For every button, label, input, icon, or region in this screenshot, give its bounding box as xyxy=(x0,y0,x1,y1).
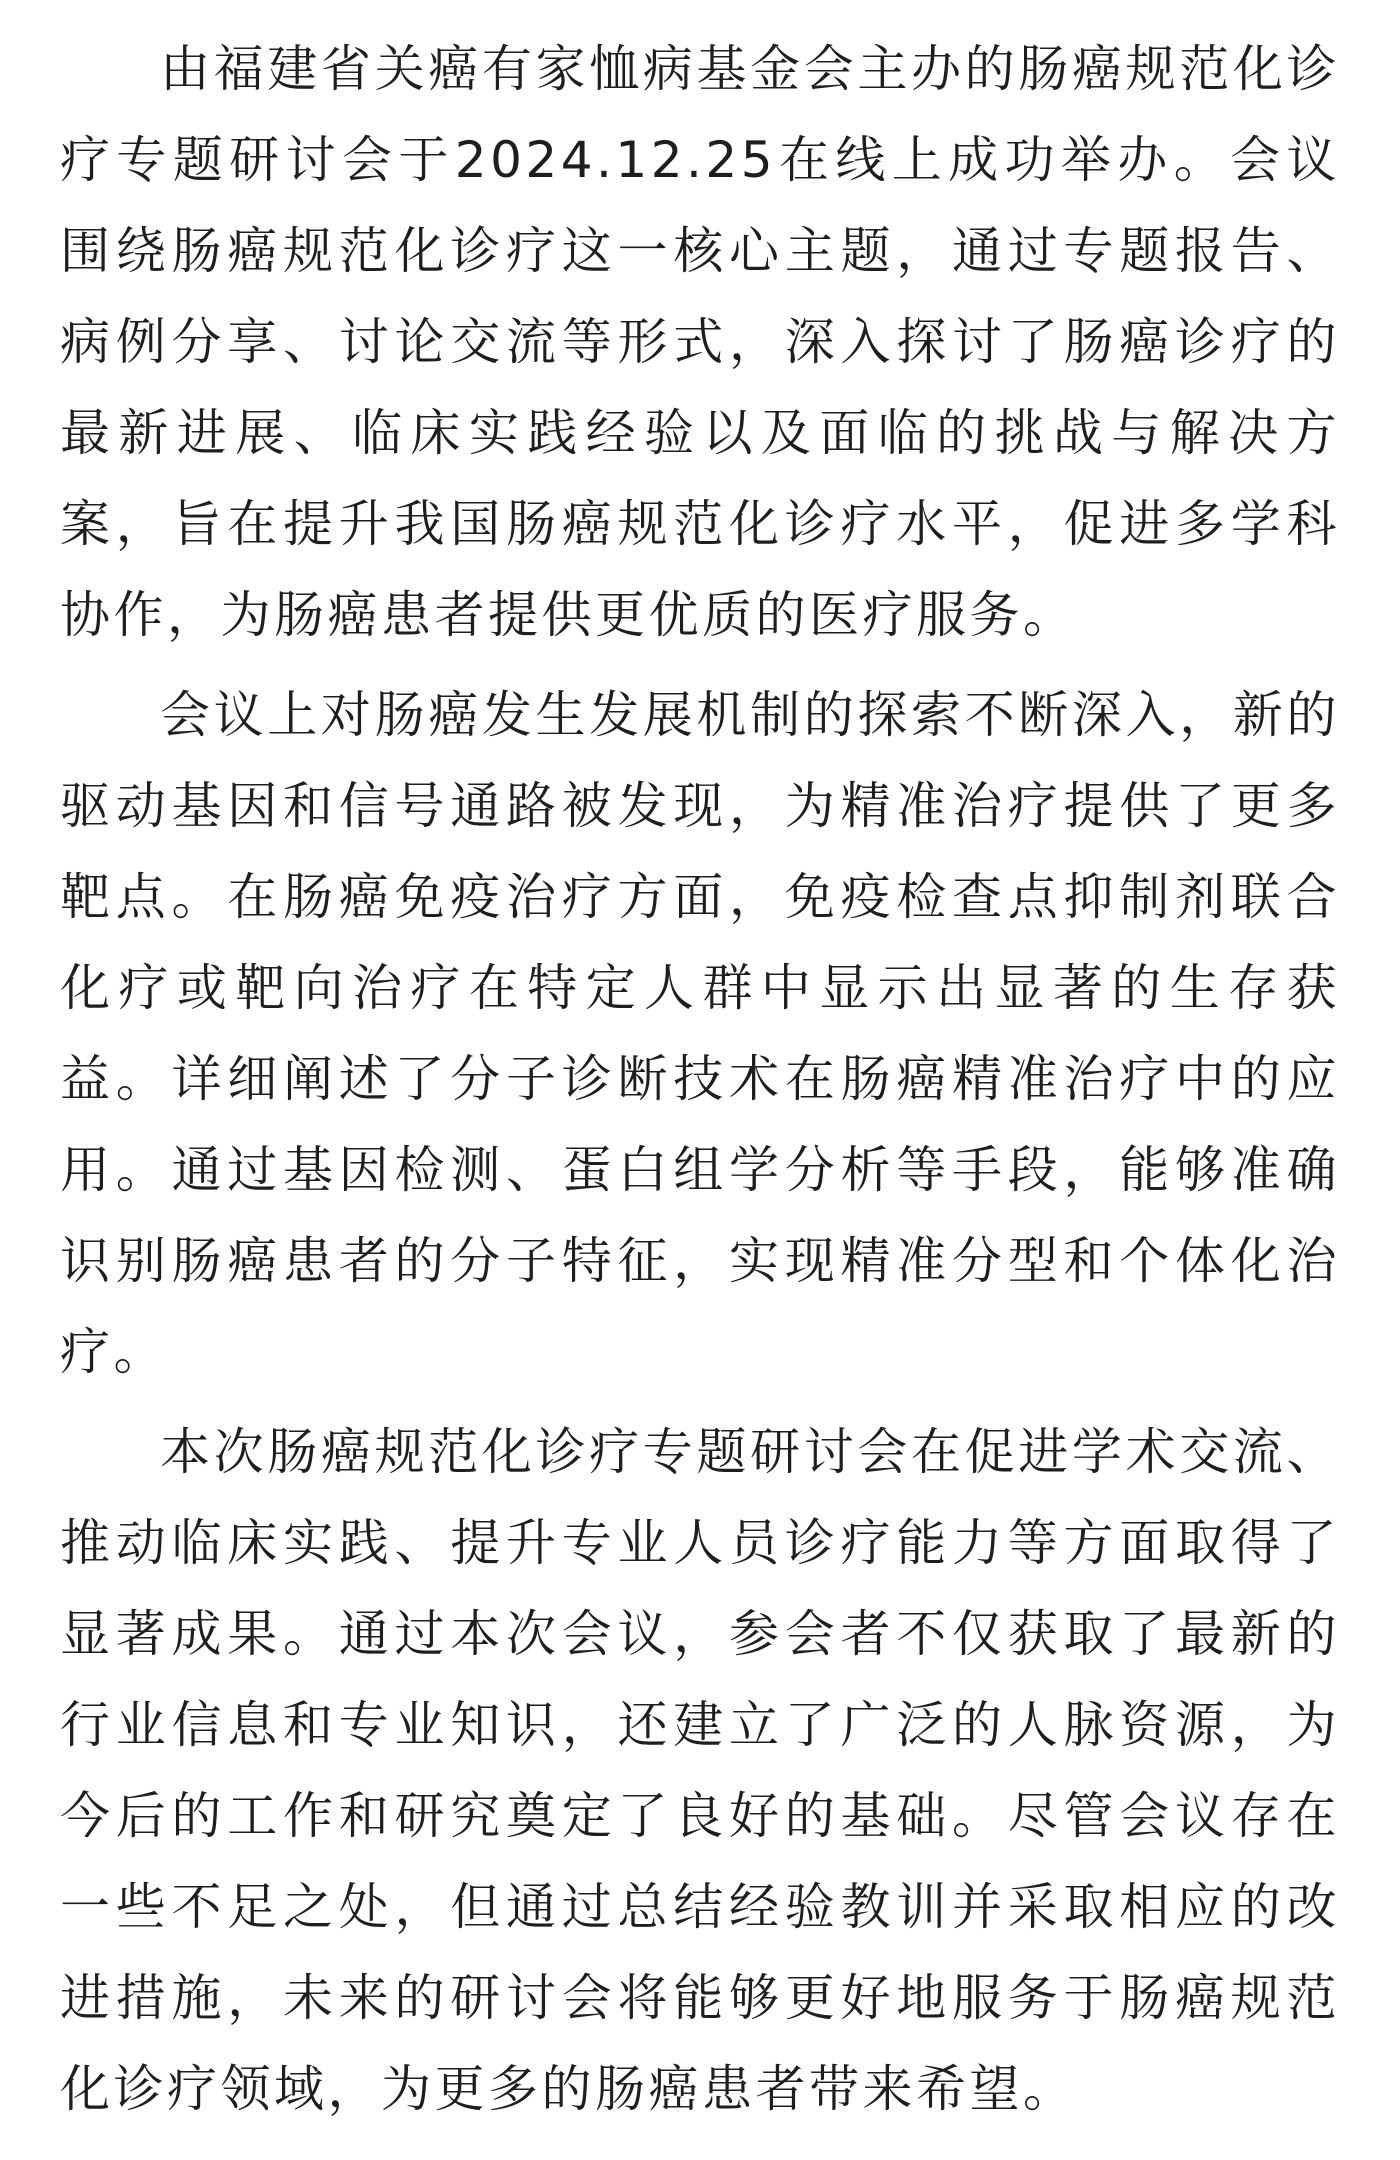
paragraph-summary: 本次肠癌规范化诊疗专题研讨会在促进学术交流、推动临床实践、提升专业人员诊疗能力等方面取得了显著成果。通过本次会议，参会者不仅获取了最新的行业信息和专业知识，还建立了广泛的人脉资源，为今后的工作和研究奠定了良好的基础。尽管会议存在一些不足之处，但通过总结经验教训并采取相应的改进措施，未来的研讨会将能够更好地服务于肠癌规范化诊疗领域，为更多的肠癌患者带来希望。 xyxy=(60,1423,1340,2118)
paragraph-intro: 由福建省关癌有家恤病基金会主办的肠癌规范化诊疗专题研讨会于2024.12.25在线上成功举办。会议围绕肠癌规范化诊疗这一核心主题，通过专题报告、病例分享、讨论交流等形式，深入探讨了肠癌诊疗的最新进展、临床实践经验以及面临的挑战与解决方案，旨在提升我国肠癌规范化诊疗水平，促进多学科协作，为肠癌患者提供更优质的医疗服务。 xyxy=(60,40,1340,644)
paragraph-research: 会议上对肠癌发生发展机制的探索不断深入，新的驱动基因和信号通路被发现，为精准治疗提供了更多靶点。在肠癌免疫治疗方面，免疫检查点抑制剂联合化疗或靶向治疗在特定人群中显示出显著的生存获益。详细阐述了分子诊断技术在肠癌精准治疗中的应用。通过基因检测、蛋白组学分析等手段，能够准确识别肠癌患者的分子特征，实现精准分型和个体化治疗。 xyxy=(60,686,1340,1381)
